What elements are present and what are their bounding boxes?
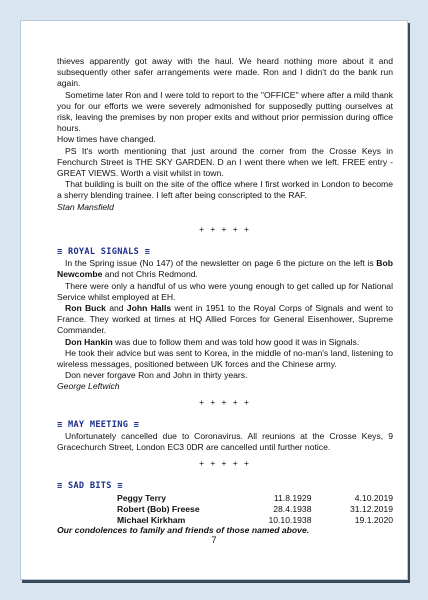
obituary-died: 19.1.2020 xyxy=(354,514,393,525)
story-paragraph: thieves apparently got away with the haul. We heard nothing more about it and subsequently other safer arrangements were made. Ron and I didn't do the bank run again. xyxy=(57,56,393,89)
story-paragraph: PS It's worth mentioning that just around the corner from the Crosse Keys in Fenchurch Street is THE SKY GARDEN. D an I went there when we left. FREE entry - GREAT VIEWS. Worth a visit whilst in town. xyxy=(57,145,393,179)
person-name: Don Hankin xyxy=(65,336,113,347)
obituary-born: 10.10.1938 xyxy=(268,514,312,525)
section-heading-sad-bits xyxy=(57,481,393,492)
table-row xyxy=(117,493,393,504)
obituary-name: Peggy Terry xyxy=(117,492,167,503)
royal-signals-paragraph: Don never forgave Ron and John in thirty years. xyxy=(65,370,248,381)
may-meeting-paragraph: Unfortunately cancelled due to Coronavirus. All reunions at the Crosse Keys, 9 Gracechurch Street, London EC3 0DR are cancelled until further notice. xyxy=(57,431,393,453)
heading-mark: ≡ xyxy=(133,419,140,430)
condolences-note: Our condolences to family and friends of those named above. xyxy=(57,525,310,536)
royal-signals-paragraph: There were only a handful of us who were young enough to get called up for National Service whilst employed at EH. xyxy=(57,280,393,302)
obituary-name: Robert (Bob) Freese xyxy=(117,503,200,514)
text-run: went in 1951 to the Royal Corps of Signals and went to France. They worked at times at HQ Allied Forces for General Eisenhower, Supreme Commander. xyxy=(57,303,393,336)
person-name: Bob Newcombe xyxy=(57,258,393,280)
royal-signals-signature: George Leftwich xyxy=(57,381,120,392)
heading-title: ROYAL SIGNALS xyxy=(67,247,140,258)
section-separator: + + + + + xyxy=(199,396,251,407)
table-row xyxy=(117,515,393,526)
table-row xyxy=(117,504,393,515)
heading-mark: ≡ xyxy=(117,480,123,491)
obituary-died: 31.12.2019 xyxy=(349,503,393,514)
heading-mark: ≡ xyxy=(57,480,63,491)
heading-title: MAY MEETING xyxy=(67,419,129,430)
heading-title: SAD BITS xyxy=(67,480,112,491)
section-heading-may-meeting xyxy=(57,420,393,431)
obituary-born: 11.8.1929 xyxy=(273,492,312,503)
story-signature: Stan Mansfield xyxy=(57,201,114,212)
text-run: In the Spring issue (No 147) of the newsletter on page 6 the picture on the left is xyxy=(65,258,377,269)
royal-signals-paragraph: He took their advice but was sent to Korea, in the middle of no-man's land, listening to wireless messages, positioned between UK forces and the Chinese army. xyxy=(57,347,393,370)
page-number: 7 xyxy=(211,535,217,545)
section-separator: + + + + + xyxy=(199,457,251,468)
heading-mark: ≡ xyxy=(144,247,151,258)
text-run: was due to follow them and was told how good it was in Signals. xyxy=(112,336,360,347)
page-content xyxy=(57,56,393,537)
story-paragraph: Sometime later Ron and I were told to report to the ''OFFICE'' where after a mild thank you for our efforts we were severely admonished for supposedly putting ourselves at risk, leaving the premises by non proper exits and without prior permission during office hours. xyxy=(57,89,393,134)
obituary-born: 28.4.1938 xyxy=(273,503,312,514)
obituary-died: 4.10.2019 xyxy=(354,492,393,503)
obituary-table xyxy=(117,493,393,525)
section-heading-royal-signals xyxy=(57,247,393,258)
obituary-name: Michael Kirkham xyxy=(117,514,186,525)
royal-signals-paragraph xyxy=(57,337,393,348)
story-paragraph: That building is built on the site of the office where I first worked in London to become a sherry blending trainee. I left after being conscripted to the RAF. xyxy=(57,179,393,201)
heading-mark: ≡ xyxy=(57,247,63,258)
text-run: and not Chris Redmond. xyxy=(102,269,198,280)
royal-signals-paragraph xyxy=(57,303,393,337)
person-name: Ron Buck xyxy=(65,303,106,314)
heading-mark: ≡ xyxy=(57,419,63,430)
story-paragraph: How times have changed. xyxy=(57,134,156,145)
section-separator: + + + + + xyxy=(199,223,251,234)
text-run: and xyxy=(105,303,127,314)
newsletter-page xyxy=(20,20,408,580)
person-name: John Halls xyxy=(126,303,172,314)
royal-signals-paragraph xyxy=(57,258,393,280)
